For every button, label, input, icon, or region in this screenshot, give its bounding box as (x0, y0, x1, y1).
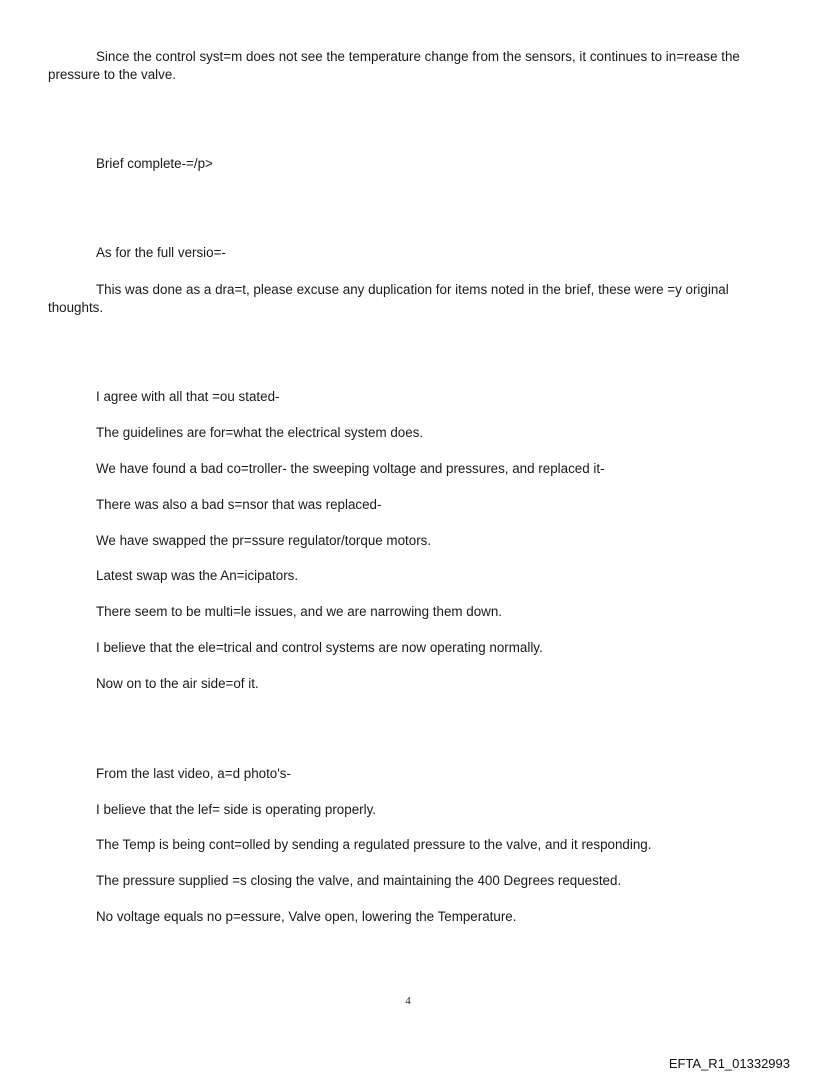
paragraph-bad-sensor: There was also a bad s=nsor that was replaced- (96, 497, 382, 512)
paragraph-bad-controller: We have found a bad co=troller- the sweeping voltage and pressures, and replaced it- (96, 461, 605, 476)
paragraph-control-system: Since the control syst=m does not see the temperature change from the sensors, it continues to in=rease the pressure to the valve. (48, 49, 740, 82)
paragraph-agree: I agree with all that =ou stated- (96, 389, 280, 404)
paragraph-guidelines: The guidelines are for=what the electrical system does. (96, 425, 424, 440)
paragraph-swapped-regulator: We have swapped the pr=ssure regulator/torque motors. (96, 533, 432, 548)
paragraph-systems-normal: I believe that the ele=trical and control systems are now operating normally. (96, 640, 543, 655)
paragraph-multiple-issues: There seem to be multi=le issues, and we are narrowing them down. (96, 604, 503, 619)
page-number: 4 (405, 995, 411, 1007)
paragraph-pressure-supplied: The pressure supplied =s closing the valve, and maintaining the 400 Degrees requested. (96, 873, 622, 888)
paragraph-no-voltage: No voltage equals no p=essure, Valve open, lowering the Temperature. (96, 909, 517, 924)
paragraph-last-video: From the last video, a=d photo's- (96, 766, 291, 781)
paragraph-air-side: Now on to the air side=of it. (96, 676, 259, 691)
paragraph-temp-controlled: The Temp is being cont=olled by sending a regulated pressure to the valve, and it responding. (96, 837, 652, 852)
paragraph-brief-complete: Brief complete-=/p> (96, 156, 213, 171)
paragraph-latest-swap: Latest swap was the An=icipators. (96, 568, 299, 583)
paragraph-draft-note: This was done as a dra=t, please excuse any duplication for items noted in the brief, these were =y original thoughts. (48, 282, 729, 315)
paragraph-full-version: As for the full versio=- (96, 245, 226, 260)
paragraph-left-side: I believe that the lef= side is operating properly. (96, 802, 377, 817)
document-id: EFTA_R1_01332993 (668, 1056, 790, 1071)
